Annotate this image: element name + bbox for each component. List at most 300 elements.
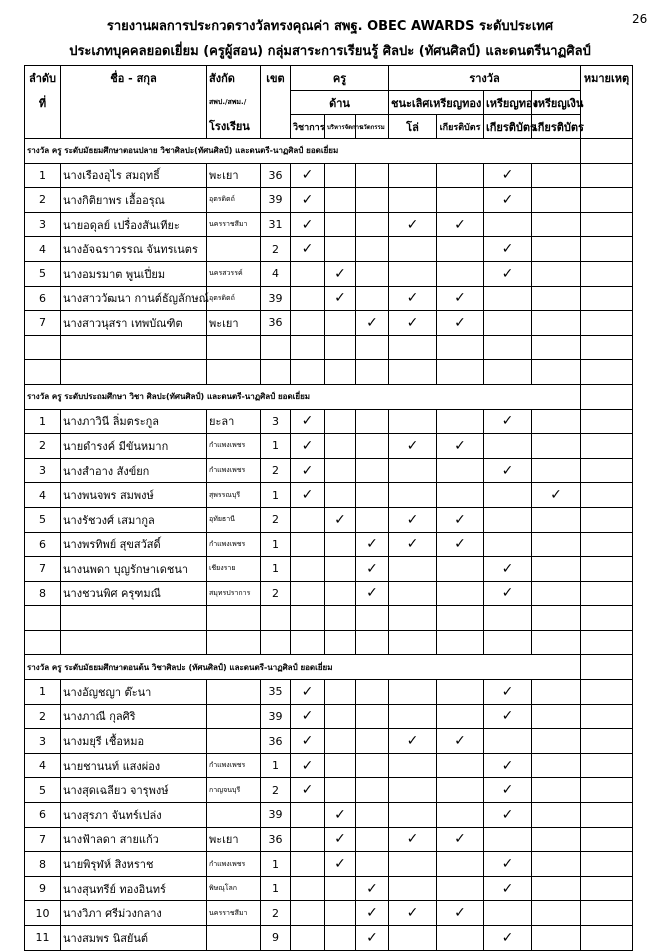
- row-zone: 4: [261, 261, 291, 286]
- check-cell-b: ✓: [325, 507, 356, 532]
- header-zone: เขต: [261, 66, 291, 91]
- section-row: [25, 384, 633, 409]
- check-cell-gold: [484, 507, 532, 532]
- check-cell-plaque: [389, 557, 437, 582]
- check-cell-c: ✓: [356, 532, 389, 557]
- remark-cell: [581, 827, 633, 852]
- check-cell-c: [356, 286, 389, 311]
- remark-cell: [581, 926, 633, 951]
- check-cell-plaque: [389, 188, 437, 213]
- row-zone: 2: [261, 778, 291, 803]
- row-no: 5: [25, 778, 61, 803]
- blank-cell: [207, 606, 261, 631]
- blank-cell: [291, 606, 325, 631]
- blank-cell: [207, 360, 261, 385]
- row-affil: [207, 237, 261, 262]
- check-cell-cert: [437, 483, 484, 508]
- check-cell-gold: ✓: [484, 852, 532, 877]
- check-cell-plaque: ✓: [389, 532, 437, 557]
- header-silver: เหรียญเงิน: [532, 91, 581, 115]
- row-zone: 36: [261, 729, 291, 754]
- check-cell-silver: [532, 409, 581, 434]
- check-cell-c: [356, 827, 389, 852]
- check-cell-b: [325, 704, 356, 729]
- blank-cell: [261, 360, 291, 385]
- check-cell-gold: [484, 286, 532, 311]
- check-cell-gold: ✓: [484, 704, 532, 729]
- remark-cell: [581, 163, 633, 188]
- row-no: 6: [25, 286, 61, 311]
- row-name: นางฟ้าลดา สายแก้ว: [61, 827, 207, 852]
- check-cell-gold: [484, 434, 532, 459]
- table-row: [25, 188, 633, 213]
- check-cell-b: [325, 188, 356, 213]
- check-cell-c: [356, 188, 389, 213]
- check-cell-cert: [437, 753, 484, 778]
- check-cell-plaque: [389, 458, 437, 483]
- row-zone: 2: [261, 507, 291, 532]
- blank-cell: [484, 606, 532, 631]
- check-cell-silver: ✓: [532, 483, 581, 508]
- row-affil: พิษณุโลก: [207, 876, 261, 901]
- check-cell-b: [325, 876, 356, 901]
- check-cell-a: [291, 581, 325, 606]
- header-teacher: ครู: [291, 66, 389, 91]
- table-row: [25, 827, 633, 852]
- check-cell-silver: [532, 212, 581, 237]
- check-cell-a: ✓: [291, 458, 325, 483]
- table-row: [25, 507, 633, 532]
- row-affil: อุตรดิตถ์: [207, 286, 261, 311]
- check-cell-cert: [437, 581, 484, 606]
- row-affil: กำแพงเพชร: [207, 532, 261, 557]
- blank-cell: [261, 335, 291, 360]
- blank-cell: [207, 335, 261, 360]
- row-no: 9: [25, 876, 61, 901]
- check-cell-a: [291, 876, 325, 901]
- row-affil: เชียงราย: [207, 557, 261, 582]
- header-row-1: [25, 66, 633, 91]
- row-affil: พะเยา: [207, 827, 261, 852]
- blank-row: [25, 360, 633, 385]
- row-affil: กำแพงเพชร: [207, 458, 261, 483]
- row-name: นางสมพร นิสยันต์: [61, 926, 207, 951]
- check-cell-a: ✓: [291, 483, 325, 508]
- remark-cell: [581, 188, 633, 213]
- table-row: [25, 532, 633, 557]
- check-cell-gold: [484, 212, 532, 237]
- row-name: นางอัญชญา ต๊ะนา: [61, 680, 207, 705]
- row-zone: 35: [261, 680, 291, 705]
- check-cell-plaque: ✓: [389, 729, 437, 754]
- blank-row: [25, 335, 633, 360]
- row-no: 2: [25, 704, 61, 729]
- header-affil: สังกัด: [207, 66, 261, 91]
- check-cell-b: [325, 778, 356, 803]
- check-cell-cert: ✓: [437, 434, 484, 459]
- check-cell-silver: [532, 458, 581, 483]
- table-row: [25, 926, 633, 951]
- blank-cell: [325, 335, 356, 360]
- row-name: นางวิภา ศรีม่วงกลาง: [61, 901, 207, 926]
- row-no: 3: [25, 212, 61, 237]
- check-cell-gold: ✓: [484, 753, 532, 778]
- table-row: [25, 483, 633, 508]
- row-affil: [207, 803, 261, 828]
- row-affil: [207, 680, 261, 705]
- table-row: [25, 163, 633, 188]
- blank-cell: [532, 630, 581, 655]
- check-cell-plaque: ✓: [389, 311, 437, 336]
- table-row: [25, 680, 633, 705]
- blank-cell: [581, 335, 633, 360]
- check-cell-b: [325, 311, 356, 336]
- check-cell-c: ✓: [356, 581, 389, 606]
- table-row: [25, 311, 633, 336]
- row-affil: กำแพงเพชร: [207, 852, 261, 877]
- check-cell-c: [356, 704, 389, 729]
- page-number: 26: [632, 12, 648, 26]
- check-cell-c: [356, 434, 389, 459]
- blank-cell: [437, 335, 484, 360]
- blank-cell: [437, 606, 484, 631]
- blank-cell: [389, 335, 437, 360]
- blank-cell: [389, 360, 437, 385]
- blank-cell: [532, 606, 581, 631]
- check-cell-cert: ✓: [437, 901, 484, 926]
- remark-cell: [581, 483, 633, 508]
- row-affil: พะเยา: [207, 311, 261, 336]
- section-title: รางวัล ครู ระดับประถมศึกษา วิชา ศิลปะ(ทัศนศิลป์) และดนตรี-นาฏศิลป์ ยอดเยี่ยม: [25, 384, 581, 409]
- row-no: 1: [25, 680, 61, 705]
- check-cell-a: [291, 261, 325, 286]
- check-cell-plaque: ✓: [389, 434, 437, 459]
- check-cell-b: [325, 753, 356, 778]
- remark-cell: [581, 901, 633, 926]
- blank-cell: [261, 606, 291, 631]
- header-school: โรงเรียน: [207, 115, 261, 139]
- table-row: [25, 729, 633, 754]
- table-row: [25, 876, 633, 901]
- check-cell-b: [325, 729, 356, 754]
- row-name: นางสุรภา จันทร์เปล่ง: [61, 803, 207, 828]
- blank-row: [25, 630, 633, 655]
- header-row-2: [25, 91, 633, 115]
- check-cell-b: [325, 409, 356, 434]
- blank-cell: [356, 360, 389, 385]
- check-cell-silver: [532, 434, 581, 459]
- row-name: นายชานนท์ แสงผ่อง: [61, 753, 207, 778]
- blank-cell: [291, 360, 325, 385]
- blank-cell: [356, 606, 389, 631]
- header-aspect: ด้าน: [291, 91, 389, 115]
- blank-cell: [61, 606, 207, 631]
- blank-cell: [291, 630, 325, 655]
- row-zone: 9: [261, 926, 291, 951]
- check-cell-plaque: ✓: [389, 286, 437, 311]
- table-row: [25, 778, 633, 803]
- row-no: 7: [25, 827, 61, 852]
- remark-cell: [581, 680, 633, 705]
- section-row: [25, 139, 633, 164]
- row-zone: 2: [261, 458, 291, 483]
- row-zone: 31: [261, 212, 291, 237]
- check-cell-cert: [437, 557, 484, 582]
- row-affil: [207, 926, 261, 951]
- remark-cell: [581, 581, 633, 606]
- check-cell-plaque: [389, 778, 437, 803]
- row-zone: 1: [261, 483, 291, 508]
- report-subtitle: ประเภทบุคคลยอดเยี่ยม (ครูผู้สอน) กลุ่มสาระการเรียนรู้ ศิลปะ (ทัศนศิลป์) และดนตรีนาฏศิลป์: [69, 44, 591, 59]
- check-cell-plaque: [389, 753, 437, 778]
- blank-cell: [484, 335, 532, 360]
- check-cell-b: [325, 163, 356, 188]
- row-no: 2: [25, 188, 61, 213]
- check-cell-cert: [437, 237, 484, 262]
- blank-cell: [484, 360, 532, 385]
- blank-cell: [581, 630, 633, 655]
- check-cell-cert: [437, 261, 484, 286]
- blank-cell: [61, 335, 207, 360]
- remark-cell: [581, 458, 633, 483]
- row-no: 8: [25, 581, 61, 606]
- check-cell-gold: ✓: [484, 926, 532, 951]
- row-name: นางอมรมาต พูนเปี่ยม: [61, 261, 207, 286]
- check-cell-a: [291, 827, 325, 852]
- row-affil: [207, 704, 261, 729]
- row-zone: 36: [261, 163, 291, 188]
- section-row: [25, 655, 633, 680]
- row-zone: 2: [261, 901, 291, 926]
- check-cell-c: [356, 237, 389, 262]
- header-gold: เหรียญทอง: [484, 91, 532, 115]
- check-cell-a: [291, 286, 325, 311]
- blank-cell: [389, 630, 437, 655]
- check-cell-gold: ✓: [484, 409, 532, 434]
- check-cell-a: ✓: [291, 753, 325, 778]
- row-name: นางสุดเฉลียว จารุพงษ์: [61, 778, 207, 803]
- row-affil: สุพรรณบุรี: [207, 483, 261, 508]
- check-cell-gold: ✓: [484, 261, 532, 286]
- header-academic: วิชาการ: [291, 115, 325, 139]
- row-affil: กำแพงเพชร: [207, 753, 261, 778]
- table-row: [25, 237, 633, 262]
- check-cell-cert: [437, 704, 484, 729]
- row-name: นางอัจฉราวรรณ จันทรเนตร: [61, 237, 207, 262]
- remark-cell: [581, 655, 633, 680]
- row-affil: นครราชสีมา: [207, 212, 261, 237]
- header-cert2: เกียรติบัตร: [484, 115, 532, 139]
- row-no: 11: [25, 926, 61, 951]
- remark-cell: [581, 311, 633, 336]
- check-cell-silver: [532, 926, 581, 951]
- row-zone: 3: [261, 409, 291, 434]
- check-cell-b: [325, 237, 356, 262]
- check-cell-cert: [437, 803, 484, 828]
- row-name: นางเรืองอุไร สมฤทธิ์: [61, 163, 207, 188]
- blank-cell: [325, 606, 356, 631]
- check-cell-plaque: ✓: [389, 827, 437, 852]
- section-title: รางวัล ครู ระดับมัธยมศึกษาตอนปลาย วิชาศิลปะ(ทัศนศิลป์) และดนตรี-นาฏศิลป์ ยอดเยี่ยม: [25, 139, 581, 164]
- check-cell-silver: [532, 163, 581, 188]
- check-cell-c: [356, 778, 389, 803]
- check-cell-silver: [532, 876, 581, 901]
- blank-cell: [356, 630, 389, 655]
- check-cell-gold: ✓: [484, 778, 532, 803]
- blank-cell: [532, 335, 581, 360]
- check-cell-cert: ✓: [437, 532, 484, 557]
- remark-cell: [581, 532, 633, 557]
- check-cell-a: [291, 901, 325, 926]
- row-name: นายอดุลย์ เปรื่องสันเทียะ: [61, 212, 207, 237]
- check-cell-plaque: [389, 261, 437, 286]
- header-plaque: โล่: [389, 115, 437, 139]
- blank-cell: [25, 630, 61, 655]
- check-cell-silver: [532, 753, 581, 778]
- row-no: 6: [25, 532, 61, 557]
- blank-cell: [581, 606, 633, 631]
- check-cell-gold: ✓: [484, 803, 532, 828]
- row-zone: 36: [261, 311, 291, 336]
- table-row: [25, 212, 633, 237]
- check-cell-a: ✓: [291, 212, 325, 237]
- row-affil: นครสวรรค์: [207, 261, 261, 286]
- check-cell-plaque: [389, 163, 437, 188]
- check-cell-gold: ✓: [484, 680, 532, 705]
- check-cell-b: ✓: [325, 827, 356, 852]
- check-cell-plaque: [389, 704, 437, 729]
- row-affil: สมุทรปราการ: [207, 581, 261, 606]
- check-cell-cert: [437, 409, 484, 434]
- check-cell-c: [356, 458, 389, 483]
- check-cell-cert: ✓: [437, 311, 484, 336]
- report-title: รายงานผลการประกวดรางวัลทรงคุณค่า สพฐ. OBEC AWARDS ระดับประเทศ: [106, 19, 554, 34]
- table-row: [25, 261, 633, 286]
- remark-cell: [581, 557, 633, 582]
- table-row: [25, 581, 633, 606]
- check-cell-c: [356, 163, 389, 188]
- check-cell-gold: [484, 901, 532, 926]
- row-zone: 1: [261, 876, 291, 901]
- remark-cell: [581, 704, 633, 729]
- row-name: นายพิรุฬห์ สิงหราช: [61, 852, 207, 877]
- blank-cell: [325, 360, 356, 385]
- check-cell-b: [325, 926, 356, 951]
- row-zone: 39: [261, 188, 291, 213]
- check-cell-a: [291, 803, 325, 828]
- row-zone: 39: [261, 803, 291, 828]
- check-cell-plaque: [389, 237, 437, 262]
- check-cell-c: [356, 212, 389, 237]
- check-cell-a: [291, 926, 325, 951]
- row-name: นายดำรงค์ มีขันหมาก: [61, 434, 207, 459]
- blank-cell: [207, 630, 261, 655]
- table-row: [25, 704, 633, 729]
- check-cell-gold: [484, 729, 532, 754]
- check-cell-a: ✓: [291, 409, 325, 434]
- check-cell-cert: [437, 163, 484, 188]
- check-cell-a: ✓: [291, 163, 325, 188]
- check-cell-b: [325, 458, 356, 483]
- check-cell-cert: ✓: [437, 507, 484, 532]
- row-no: 4: [25, 483, 61, 508]
- row-no: 5: [25, 261, 61, 286]
- check-cell-c: [356, 507, 389, 532]
- header-innov: นวัตกรรม: [356, 115, 389, 139]
- check-cell-a: [291, 311, 325, 336]
- remark-cell: [581, 384, 633, 409]
- check-cell-silver: [532, 827, 581, 852]
- blank-cell: [291, 335, 325, 360]
- header-name: ชื่อ - สกุล: [61, 66, 207, 91]
- check-cell-gold: [484, 483, 532, 508]
- check-cell-b: [325, 901, 356, 926]
- check-cell-gold: ✓: [484, 458, 532, 483]
- check-cell-silver: [532, 188, 581, 213]
- row-no: 7: [25, 557, 61, 582]
- check-cell-cert: ✓: [437, 827, 484, 852]
- check-cell-a: [291, 852, 325, 877]
- header-no: ลำดับ: [25, 66, 61, 91]
- remark-cell: [581, 434, 633, 459]
- check-cell-b: [325, 483, 356, 508]
- row-name: นางสุนทรีย์ ทองอินทร์: [61, 876, 207, 901]
- blank-cell: [484, 630, 532, 655]
- check-cell-a: [291, 557, 325, 582]
- blank-cell: [261, 630, 291, 655]
- row-affil: พะเยา: [207, 163, 261, 188]
- row-no: 4: [25, 237, 61, 262]
- check-cell-silver: [532, 532, 581, 557]
- check-cell-a: ✓: [291, 729, 325, 754]
- remark-cell: [581, 729, 633, 754]
- blank-cell: [25, 335, 61, 360]
- header-winner-gold: ชนะเลิศเหรียญทอง: [389, 91, 484, 115]
- check-cell-cert: [437, 852, 484, 877]
- table-row: [25, 901, 633, 926]
- check-cell-a: ✓: [291, 680, 325, 705]
- check-cell-silver: [532, 778, 581, 803]
- check-cell-c: [356, 483, 389, 508]
- awards-table: [24, 65, 633, 951]
- blank-row: [25, 606, 633, 631]
- row-name: นางนพดา บุญรักษาเดชนา: [61, 557, 207, 582]
- remark-cell: [581, 803, 633, 828]
- remark-cell: [581, 212, 633, 237]
- table-row: [25, 409, 633, 434]
- row-zone: 1: [261, 753, 291, 778]
- check-cell-c: [356, 803, 389, 828]
- check-cell-plaque: [389, 876, 437, 901]
- row-no: 3: [25, 729, 61, 754]
- check-cell-gold: [484, 827, 532, 852]
- check-cell-cert: [437, 778, 484, 803]
- row-zone: 1: [261, 532, 291, 557]
- row-name: นางภาณี กุลศิริ: [61, 704, 207, 729]
- row-no: 5: [25, 507, 61, 532]
- blank-cell: [581, 360, 633, 385]
- check-cell-cert: ✓: [437, 729, 484, 754]
- check-cell-silver: [532, 803, 581, 828]
- check-cell-silver: [532, 704, 581, 729]
- check-cell-c: [356, 852, 389, 877]
- row-zone: 36: [261, 827, 291, 852]
- check-cell-b: ✓: [325, 852, 356, 877]
- check-cell-a: [291, 532, 325, 557]
- check-cell-gold: [484, 532, 532, 557]
- check-cell-plaque: [389, 581, 437, 606]
- remark-cell: [581, 237, 633, 262]
